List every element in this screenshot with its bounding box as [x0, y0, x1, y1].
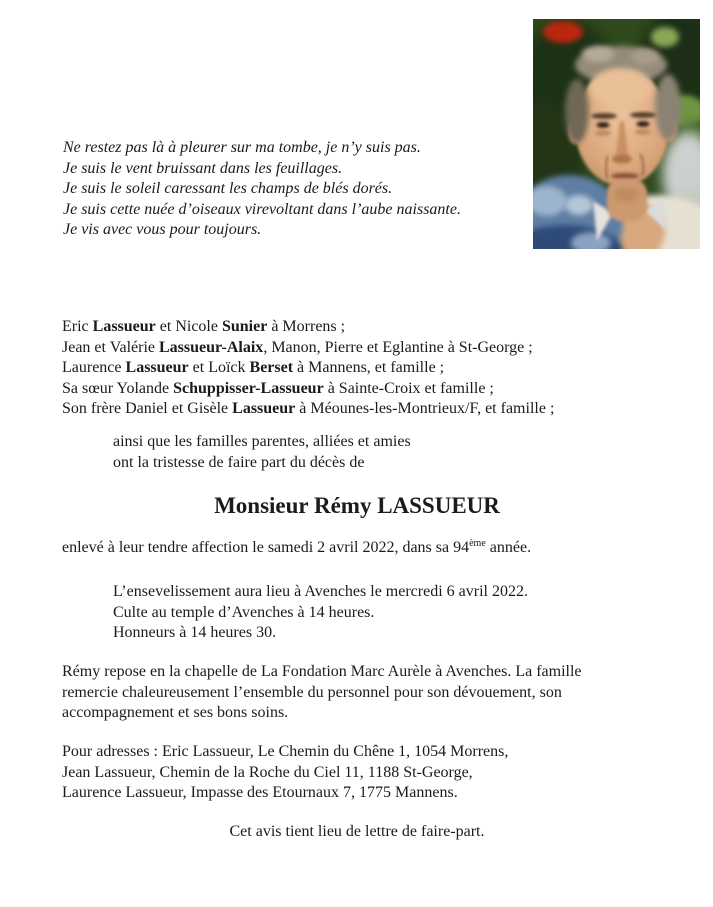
- surname-bold: Berset: [249, 359, 294, 376]
- text-segment: à Morrens ;: [267, 318, 346, 335]
- red-flower: [543, 21, 583, 43]
- death-date-text-end: année.: [485, 539, 532, 556]
- family-line: [62, 399, 554, 420]
- address-line: Laurence Lassueur, Impasse des Etournaux 7, 1775 Mannens.: [62, 784, 458, 801]
- intro-line: ont la tristesse de faire part du décès de: [113, 453, 365, 471]
- surname-bold: Schuppisser-Lassueur: [173, 379, 324, 397]
- surname-bold: Lassueur: [125, 359, 189, 376]
- surname-bold: Lassueur: [92, 318, 156, 335]
- poem: [63, 138, 461, 241]
- family-list: [62, 317, 554, 420]
- poem-line: Ne restez pas là à pleurer sur ma tombe, je n’y suis pas.: [63, 139, 421, 156]
- family-line: [62, 358, 554, 379]
- family-line: [62, 379, 554, 400]
- portrait-photo: [533, 19, 700, 249]
- address-line: Pour adresses : Eric Lassueur, Le Chemin du Chêne 1, 1054 Morrens,: [62, 743, 509, 760]
- ceremony-details: [113, 582, 528, 644]
- surname-bold: Lassueur: [232, 400, 296, 417]
- chapel-paragraph: [62, 662, 582, 724]
- chapel-line: remercie chaleureusement l’ensemble du personnel pour son dévouement, son: [62, 683, 562, 701]
- death-date-text: enlevé à leur tendre affection le samedi 2 avril 2022, dans sa 94: [62, 539, 470, 556]
- family-line: [62, 317, 554, 338]
- intro-line: ainsi que les familles parentes, alliées et amies: [113, 433, 411, 450]
- chapel-line: accompagnement et ses bons soins.: [62, 704, 289, 721]
- surname-bold: Sunier: [221, 318, 268, 335]
- intro-text: [113, 432, 411, 473]
- address-line: Jean Lassueur, Chemin de la Roche du Ciel 11, 1188 St-George,: [62, 763, 473, 781]
- family-line: [62, 338, 554, 359]
- poem-line: Je suis cette nuée d’oiseaux virevoltant dans l’aube naissante.: [63, 200, 461, 218]
- surname-bold: Lassueur-Alaix: [159, 338, 264, 356]
- text-segment: à Mannens, et famille ;: [293, 359, 445, 376]
- text-segment: Jean et Valérie: [62, 338, 159, 356]
- text-segment: Son frère Daniel et Gisèle: [62, 400, 233, 417]
- text-segment: à Méounes-les-Montrieux/F, et famille ;: [295, 400, 555, 417]
- text-segment: Laurence: [62, 359, 126, 376]
- text-segment: Eric: [62, 318, 93, 335]
- text-segment: et Nicole: [155, 318, 222, 335]
- ceremony-line: Culte au temple d’Avenches à 14 heures.: [113, 603, 375, 621]
- text-segment: , Manon, Pierre et Eglantine à St-George ;: [263, 338, 533, 356]
- addresses-paragraph: [62, 742, 508, 804]
- chapel-line: Rémy repose en la chapelle de La Fondation Marc Aurèle à Avenches. La famille: [62, 663, 582, 680]
- text-segment: Sa sœur Yolande: [62, 379, 174, 397]
- poem-line: Je suis le vent bruissant dans les feuillages.: [63, 159, 343, 177]
- closing-line: Cet avis tient lieu de lettre de faire-part.: [229, 823, 485, 840]
- death-date-line: [62, 538, 531, 559]
- poem-line: Je suis le soleil caressant les champs de blés dorés.: [63, 180, 393, 197]
- deceased-name-title: Monsieur Rémy LASSUEUR: [214, 493, 500, 518]
- ordinal-superscript: ème: [469, 538, 486, 549]
- poem-line: Je vis avec vous pour toujours.: [63, 221, 262, 238]
- text-segment: et Loïck: [188, 359, 250, 376]
- ceremony-line: L’ensevelissement aura lieu à Avenches le mercredi 6 avril 2022.: [113, 583, 528, 600]
- text-segment: à Sainte-Croix et famille ;: [323, 379, 494, 397]
- ceremony-line: Honneurs à 14 heures 30.: [113, 624, 277, 641]
